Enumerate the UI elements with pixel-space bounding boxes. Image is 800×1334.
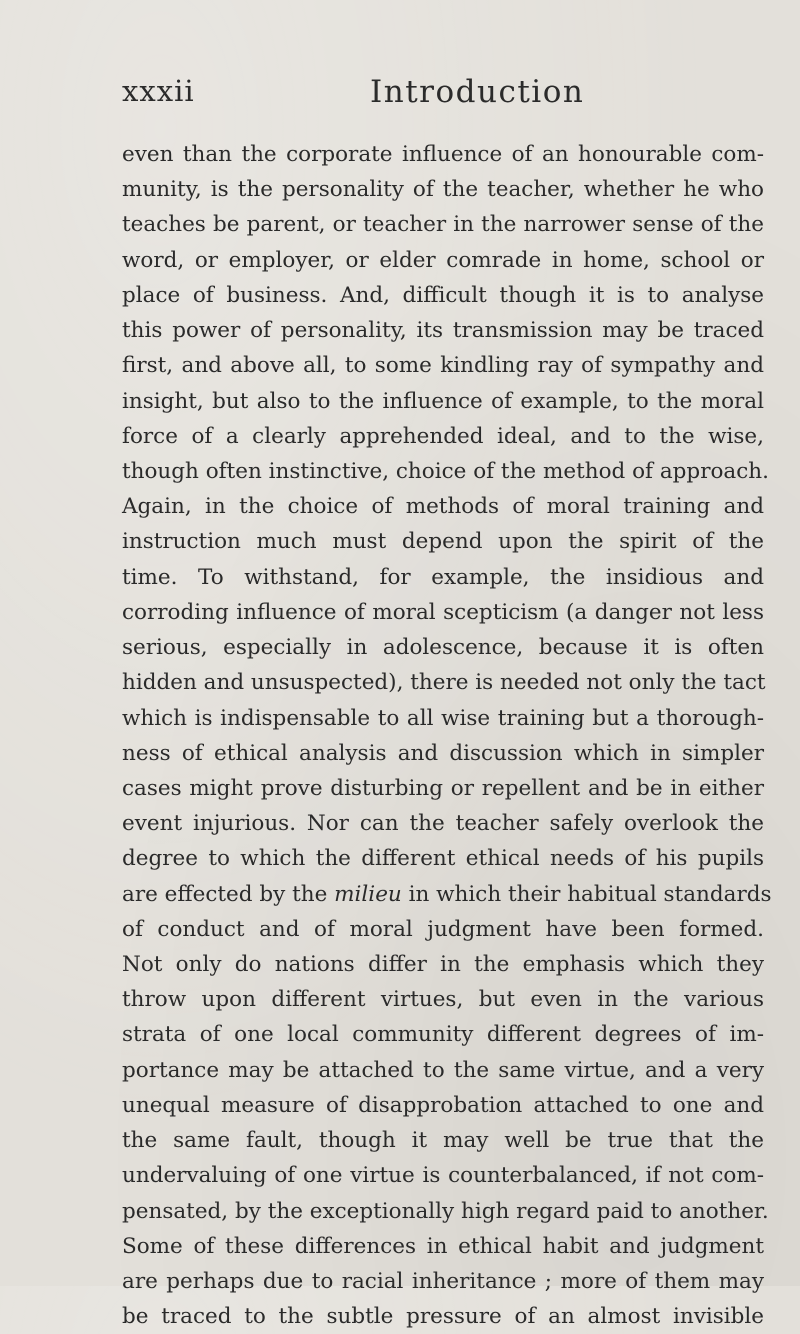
text-line: place of business. And, difficult though it is to analyse (122, 282, 764, 308)
text-line: Again, in the choice of methods of moral training and (122, 494, 764, 520)
text-line: first, and above all, to some kindling ray of sympathy and (122, 353, 764, 379)
text-line: force of a clearly apprehended ideal, and to the wise, (122, 423, 764, 449)
italic-word: milieu (334, 881, 402, 907)
text-line: be traced to the subtle pressure of an almost invisible (122, 1304, 764, 1330)
text-line: degree to which the different ethical needs of his pupils (122, 846, 764, 872)
body-text (122, 137, 772, 1334)
text-line: undervaluing of one virtue is counterbalanced, if not com- (122, 1163, 764, 1189)
text-line: teaches be parent, or teacher in the narrower sense of the (122, 212, 764, 238)
text-line: portance may be attached to the same virtue, and a very (122, 1057, 764, 1083)
text-line: corroding influence of moral scepticism (a danger not less (122, 599, 764, 625)
text-line: munity, is the personality of the teacher, whether he who (122, 177, 764, 203)
text-line: throw upon different virtues, but even in the various (122, 987, 764, 1013)
text-line: are effected by the milieu in which their habitual standards (122, 881, 772, 907)
text-line: hidden and unsuspected), there is needed not only the tact (122, 670, 766, 696)
text-line: instruction much must depend upon the spirit of the (122, 529, 764, 555)
text-line: this power of personality, its transmission may be traced (122, 318, 764, 344)
text-line: are perhaps due to racial inheritance ; more of them may (122, 1269, 764, 1294)
text-line: Some of these differences in ethical habit and judgment (122, 1233, 764, 1259)
text-line: of conduct and of moral judgment have been formed. (122, 916, 764, 942)
text-line: time. To withstand, for example, the insidious and (122, 564, 764, 590)
page-number: xxxii (122, 74, 195, 108)
text-line: though often instinctive, choice of the method of approach. (122, 458, 769, 484)
text-line: even than the corporate influence of an honourable com- (122, 142, 764, 167)
text-line: Not only do nations differ in the emphasis which they (122, 952, 764, 978)
text-line: which is indispensable to all wise training but a thorough- (122, 705, 764, 731)
text-line: strata of one local community different degrees of im- (122, 1022, 764, 1048)
text-line: cases might prove disturbing or repellent and be in either (122, 775, 764, 801)
text-line: pensated, by the exceptionally high regard paid to another. (122, 1198, 769, 1224)
text-line: the same fault, though it may well be true that the (122, 1128, 764, 1154)
text-line: serious, especially in adolescence, because it is often (122, 635, 764, 661)
text-line: event injurious. Nor can the teacher safely overlook the (122, 811, 764, 837)
text-line: word, or employer, or elder comrade in home, school or (122, 247, 764, 273)
text-line: unequal measure of disapprobation attached to one and (122, 1092, 764, 1118)
text-line: ness of ethical analysis and discussion which in simpler (122, 740, 764, 766)
text-line: insight, but also to the influence of example, to the moral (122, 388, 764, 414)
running-title: Introduction (370, 74, 585, 110)
page-header (122, 74, 762, 118)
